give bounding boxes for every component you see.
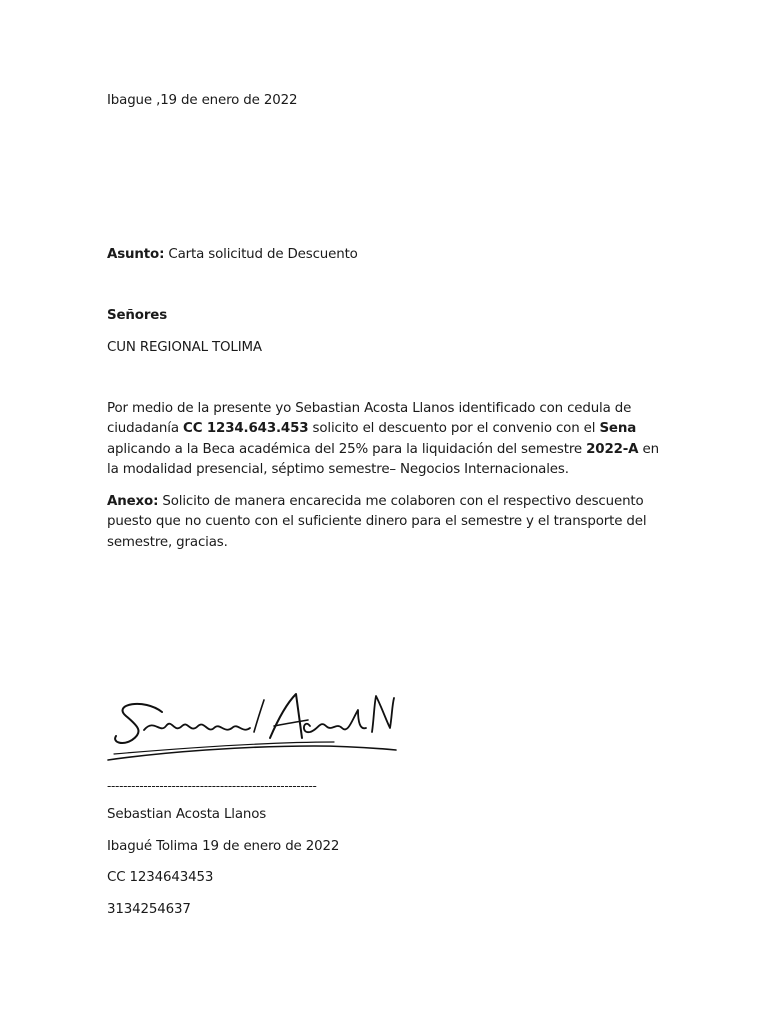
date-line: Ibague ,19 de enero de 2022 [107, 93, 298, 108]
signer-name: Sebastian Acosta Llanos [107, 807, 267, 822]
salutation-text: Señores [107, 308, 168, 323]
annex-text: Solicito de manera encarecida me colaboren con el respectivo descuento puesto que no cuento con el suficiente dinero para el semestre y el transporte del semestre, gracias. [107, 494, 647, 550]
body-paragraph [107, 399, 667, 480]
annex-paragraph [107, 492, 667, 553]
body-text-2: solicito el descuento por el convenio con el [308, 421, 600, 437]
body-text-4: en la modalidad presencial, séptimo semestre– Negocios Internacionales. [107, 441, 659, 477]
body-sena: Sena [599, 421, 637, 437]
subject-line [107, 245, 358, 265]
signer-cc: CC 1234643453 [107, 870, 214, 885]
subject-label: Asunto: [107, 247, 165, 262]
body-text-3: aplicando a la Beca académica del 25% para la liquidación del semestre [107, 441, 587, 457]
salutation [107, 306, 167, 326]
annex-label: Anexo: [107, 494, 159, 509]
signer-place-date: Ibagué Tolima 19 de enero de 2022 [107, 839, 340, 854]
subject-text: Carta solicitud de Descuento [164, 247, 358, 262]
body-term: 2022-A [586, 441, 639, 457]
signer-phone: 3134254637 [107, 902, 191, 917]
recipient: CUN REGIONAL TOLIMA [107, 340, 262, 355]
body-cc-number: CC 1234.643.453 [183, 421, 309, 437]
signature-graphic [104, 688, 400, 766]
signature-image [104, 688, 400, 766]
signature-line: ---------------------------------------------------- [107, 779, 317, 793]
body-text-1: Por medio de la presente yo Sebastian Acosta Llanos identificado con cedula de ciudadanía [107, 401, 632, 437]
